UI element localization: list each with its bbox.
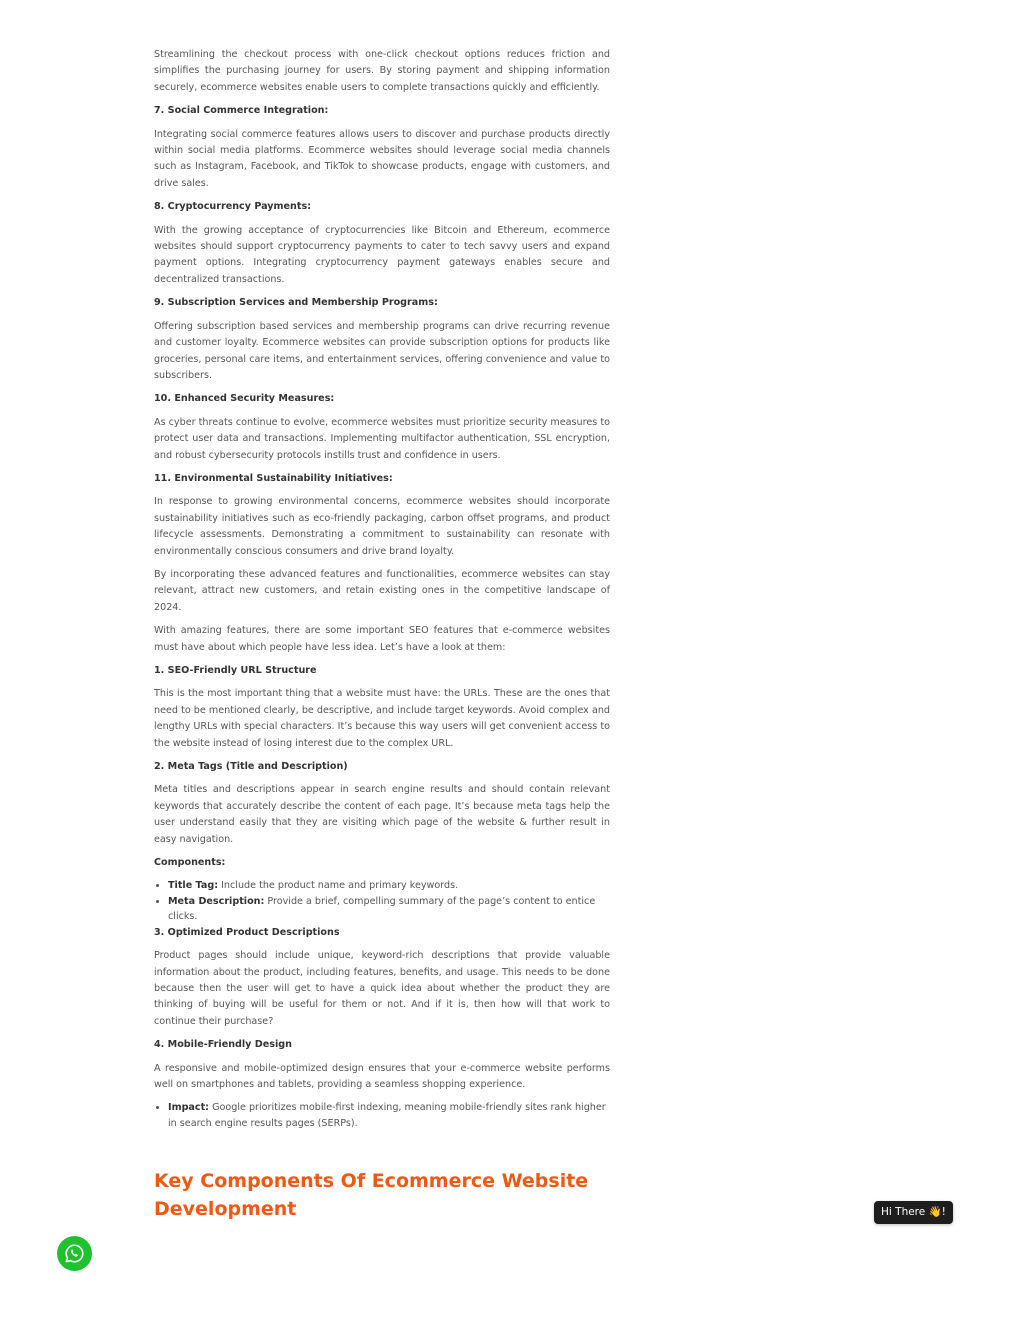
list-item [168, 894, 610, 925]
paragraph-social-commerce: Integrating social commerce features allows users to discover and purchase products directly within social media platforms. Ecommerce websites should leverage social media channels such as Instagram, Facebook, and TikTok to showcase products, engage with customers, and drive sales. [154, 128, 610, 189]
list-item-term: Meta Description: [168, 895, 265, 907]
paragraph-mobile-friendly: A responsive and mobile-optimized design ensures that your e-commerce website performs well on smartphones and tablets, providing a seamless shopping experience. [154, 1062, 610, 1090]
section-heading: Key Components Of Ecommerce Website Development [154, 1170, 589, 1221]
list-item-term: Title Tag: [168, 880, 219, 892]
paragraph-seo-intro: With amazing features, there are some important SEO features that e-commerce websites must have about which people have less idea. Let’s have a look at them: [154, 625, 610, 653]
paragraph-security: As cyber threats continue to evolve, ecommerce websites must prioritize security measures to protect user data and transactions. Implementing multifactor authentication, SSL encryption, and robust cybersecurity protocols instills trust and confidence in users. [154, 416, 610, 461]
components-list [154, 878, 610, 924]
heading-subscription: 9. Subscription Services and Membership Programs: [154, 297, 438, 309]
whatsapp-button[interactable] [57, 1236, 92, 1271]
paragraph-seo-url: This is the most important thing that a website must have: the URLs. These are the ones that need to be mentioned clearly, be descriptive, and include target keywords. Avoid complex and lengthy URLs with special characters. It’s because this way users will get convenient access to the website instead of losing interest due to the complex URL. [154, 688, 610, 749]
heading-sustainability: 11. Environmental Sustainability Initiatives: [154, 472, 393, 484]
list-item-text: Provide a brief, compelling summary of the page’s content to entice clicks. [168, 895, 596, 923]
whatsapp-icon [64, 1243, 85, 1264]
heading-social-commerce: 7. Social Commerce Integration: [154, 105, 329, 117]
heading-mobile-friendly: 4. Mobile-Friendly Design [154, 1039, 292, 1051]
heading-security: 10. Enhanced Security Measures: [154, 393, 335, 405]
heading-product-descriptions: 3. Optimized Product Descriptions [154, 926, 340, 938]
paragraph-summary: By incorporating these advanced features and functionalities, ecommerce websites can stay relevant, attract new customers, and retain existing ones in the competitive landscape of 2024. [154, 568, 610, 613]
heading-seo-url: 1. SEO-Friendly URL Structure [154, 665, 317, 676]
paragraph-cryptocurrency: With the growing acceptance of cryptocurrencies like Bitcoin and Ethereum, ecommerce websites should support cryptocurrency payments to cater to tech savvy users and expand payment options. Integrating cryptocurrency payment gateways enables secure and decentralized transactions. [154, 224, 610, 285]
paragraph-product-descriptions: Product pages should include unique, keyword-rich descriptions that provide valuable information about the product, including features, benefits, and usage. This needs to be done because then the user will get to have a quick idea about whether the product they are thinking of buying will be useful for them or not. And if it is, then how will that work to continue their purchase? [154, 950, 610, 1027]
article-body [154, 47, 610, 1223]
impact-list [154, 1100, 610, 1131]
paragraph-meta-tags: Meta titles and descriptions appear in search engine results and should contain relevant keywords that accurately describe the content of each page. It’s because meta tags help the user understand easily that they are visiting which page of the website & further result in easy navigation. [154, 784, 610, 845]
paragraph-subscription: Offering subscription based services and membership programs can drive recurring revenue and customer loyalty. Ecommerce websites can provide subscription options for products like groceries, personal care items, and entertainment services, offering convenience and value to subscribers. [154, 320, 610, 381]
list-item [168, 878, 610, 893]
heading-meta-tags: 2. Meta Tags (Title and Description) [154, 761, 348, 773]
chat-greeting-bubble[interactable]: Hi There 👋! [874, 1201, 953, 1224]
heading-cryptocurrency: 8. Cryptocurrency Payments: [154, 201, 311, 213]
heading-components: Components: [154, 857, 226, 869]
list-item-text: Google prioritizes mobile-first indexing, meaning mobile-friendly sites rank higher in search engine results pages (SERPs). [168, 1102, 606, 1129]
paragraph-sustainability: In response to growing environmental concerns, ecommerce websites should incorporate sustainability initiatives such as eco-friendly packaging, carbon offset programs, and product lifecycle assessments. Demonstrating a commitment to sustainability can resonate with environmentally conscious consumers and drive brand loyalty. [154, 496, 610, 557]
list-item [168, 1100, 610, 1131]
list-item-term: Impact: [168, 1102, 210, 1114]
list-item-text: Include the product name and primary keywords. [218, 880, 459, 892]
paragraph-checkout: Streamlining the checkout process with one-click checkout options reduces friction and simplifies the purchasing journey for users. By storing payment and shipping information securely, ecommerce websites enable users to complete transactions quickly and efficiently. [154, 49, 610, 93]
